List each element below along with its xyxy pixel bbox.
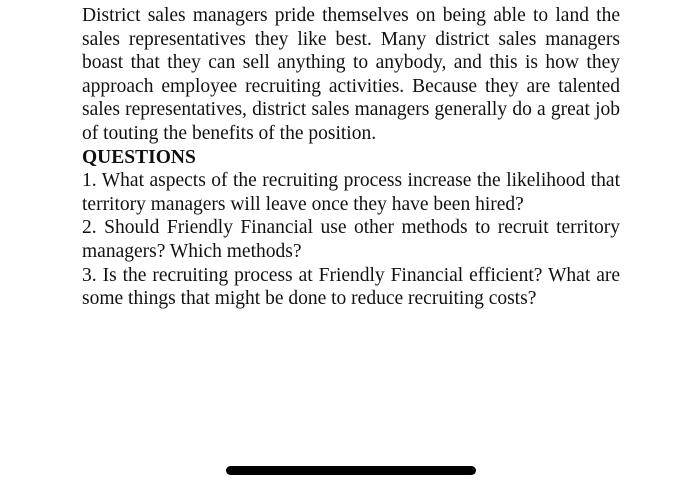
document-body	[82, 4, 620, 311]
question-2: 2. Should Friendly Financial use other methods to recruit territory managers? Which methods?	[82, 217, 620, 262]
question-1: 1. What aspects of the recruiting process increase the likelihood that territory managers will leave once they have been hired?	[82, 170, 620, 215]
questions-heading: QUESTIONS	[82, 146, 196, 168]
home-indicator-bar[interactable]	[226, 466, 476, 475]
intro-paragraph: District sales managers pride themselves on being able to land the sales representatives they like best. Many district sales managers boast that they can sell anything to anybody, and this is how they approach employee recruiting activities. Because they are talented sales representatives, district sales managers generally do a great job of touting the benefits of the position.	[82, 5, 620, 144]
question-3: 3. Is the recruiting process at Friendly Financial efficient? What are some things that might be done to reduce recruiting costs?	[82, 264, 620, 310]
